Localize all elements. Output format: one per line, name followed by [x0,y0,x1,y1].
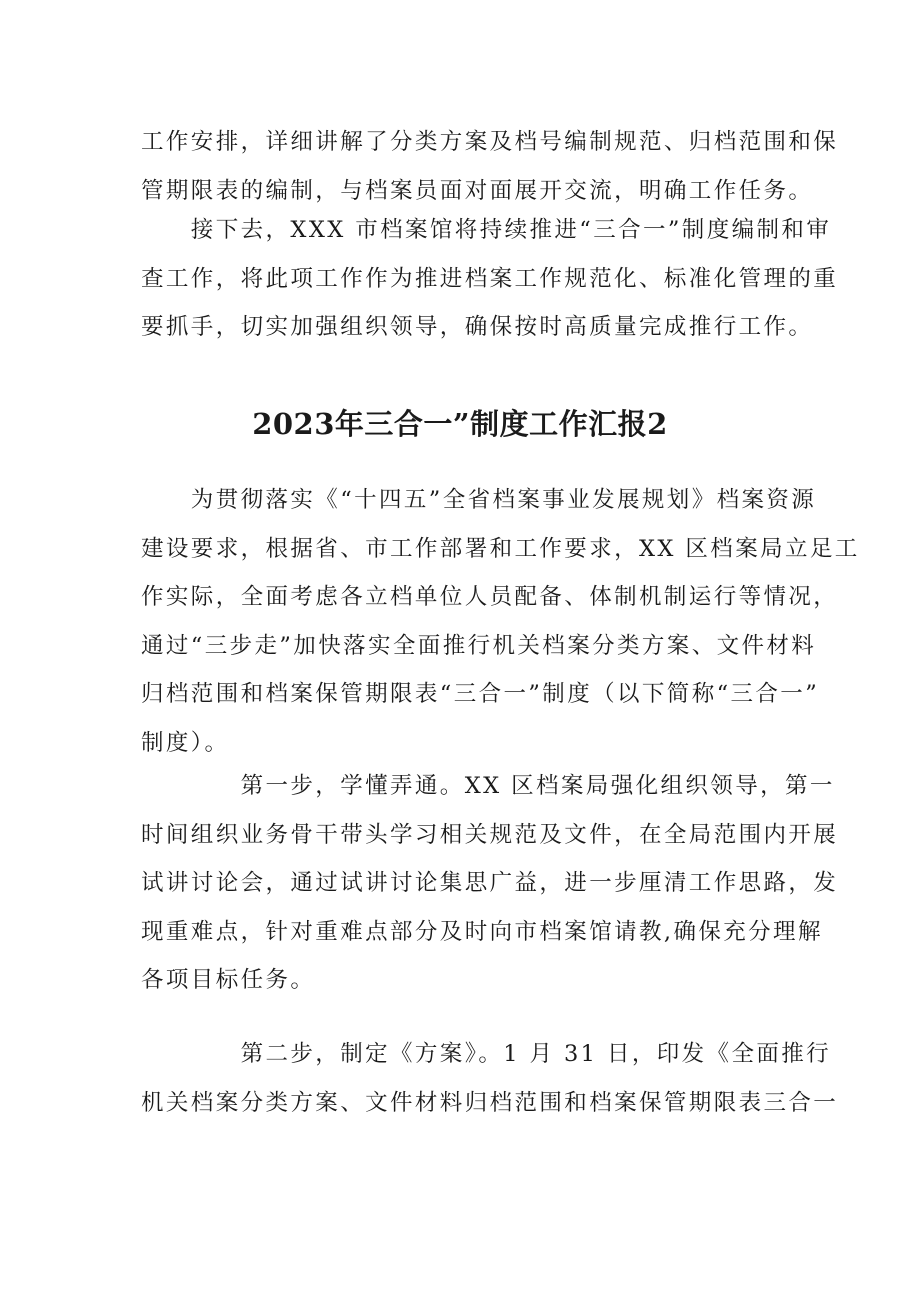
paragraph-1 [141,118,839,215]
paragraph-line: 为贯彻落实《“十四五”全省档案事业发展规划》档案资源 [141,487,817,513]
paragraph-line: 制度）。 [141,729,230,756]
paragraph-3 [141,476,860,768]
paragraph-line: 试讲讨论会，通过试讲讨论集思广益，进一步厘清工作思路，发 [141,870,839,897]
paragraph-line: 第一步，学懂弄通。XX 区档案局强化组织领导，第一 [141,773,835,799]
paragraph-line: 第二步，制定《方案》。1 月 31 日，印发《全面推行 [141,1041,832,1067]
paragraph-line: 通过“三步走”加快落实全面推行机关档案分类方案、文件材料 [141,632,817,659]
paragraph-line: 接下去，XXX 市档案馆将持续推进“三合一”制度编制和审 [141,217,832,243]
paragraph-line: 机关档案分类方案、文件材料归档范围和档案保管期限表三合一 [141,1089,839,1116]
paragraph-line: 查工作，将此项工作作为推进档案工作规范化、标准化管理的重 [141,265,839,292]
paragraph-line: 现重难点，针对重难点部分及时向市档案馆请教,确保充分理解 [141,918,823,945]
paragraph-line: 管期限表的编制，与档案员面对面展开交流，明确工作任务。 [141,177,814,204]
paragraph-line: 各项目标任务。 [141,967,316,994]
section-title: 2023年三合一”制度工作汇报2 [252,407,668,441]
paragraph-line: 工作安排，详细讲解了分类方案及档号编制规范、归档范围和保 [141,129,839,155]
paragraph-2 [141,206,839,352]
paragraph-4 [141,762,839,1005]
paragraph-5 [141,1030,839,1127]
paragraph-line: 作实际，全面考虑各立档单位人员配备、体制机制运行等情况， [141,584,839,611]
paragraph-line: 时间组织业务骨干带头学习相关规范及文件，在全局范围内开展 [141,821,839,848]
paragraph-line: 要抓手，切实加强组织领导，确保按时高质量完成推行工作。 [141,314,814,341]
paragraph-line: 建设要求，根据省、市工作部署和工作要求，XX 区档案局立足工 [141,535,860,562]
paragraph-line: 归档范围和档案保管期限表“三合一”制度（以下简称“三合一” [141,681,820,708]
